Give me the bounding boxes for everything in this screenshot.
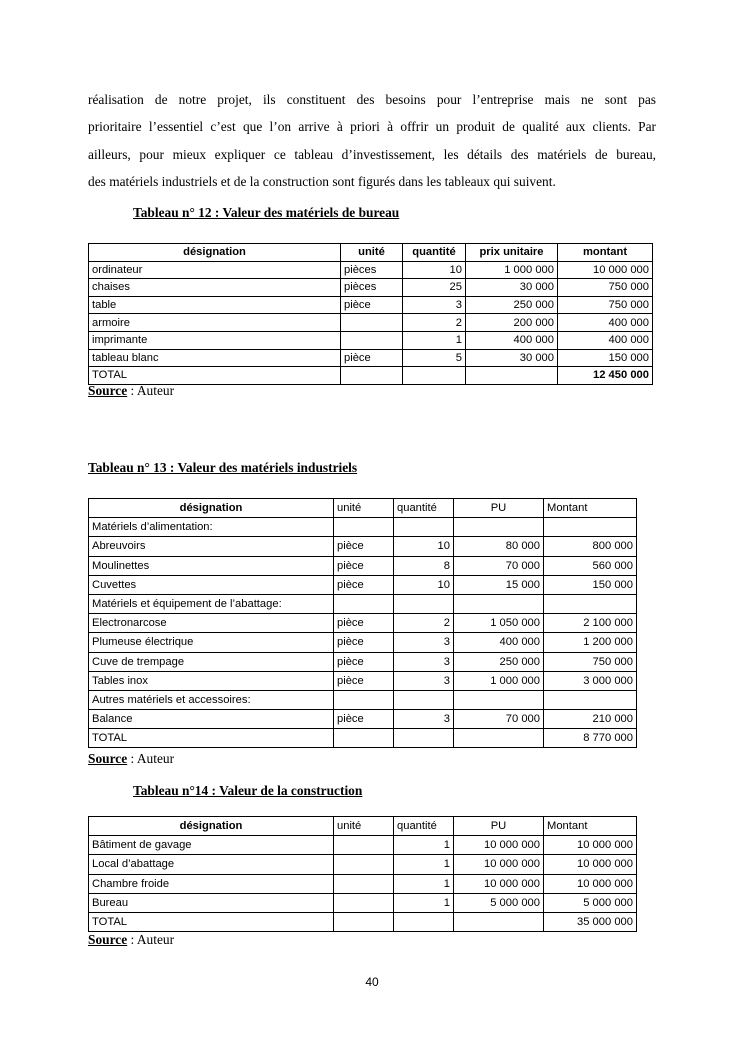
table-header-row: [89, 499, 637, 518]
table-cell: 250 000: [466, 296, 558, 314]
table-row: [89, 518, 637, 537]
table-cell: 400 000: [466, 331, 558, 349]
page-number: 40: [365, 975, 379, 989]
table-cell: [334, 912, 394, 931]
table-cell: 3: [403, 296, 466, 314]
column-header: quantité: [394, 499, 454, 518]
table-header-row: [89, 244, 653, 262]
table-cell: 1: [394, 893, 454, 912]
table-cell: [341, 331, 403, 349]
table14-caption: Tableau n°14 : Valeur de la construction: [133, 783, 363, 798]
table-cell: 5 000 000: [454, 893, 544, 912]
table-cell: 8 770 000: [544, 729, 637, 748]
table-cell: chaises: [89, 279, 341, 297]
table-cell: 10: [394, 575, 454, 594]
table-cell: 3: [394, 633, 454, 652]
table13-industrial-equipment: [88, 498, 637, 748]
table-cell: TOTAL: [89, 729, 334, 748]
table-cell: 25: [403, 279, 466, 297]
table-row: [89, 893, 637, 912]
table-cell: 10 000 000: [454, 836, 544, 855]
table-cell: 10: [403, 261, 466, 279]
table-cell: 30 000: [466, 279, 558, 297]
table-cell: [334, 690, 394, 709]
column-header: prix unitaire: [466, 244, 558, 262]
table-cell: tableau blanc: [89, 349, 341, 367]
table-cell: Electronarcose: [89, 614, 334, 633]
source-label: Source: [88, 932, 128, 947]
table-cell: [394, 594, 454, 613]
table-cell: [394, 912, 454, 931]
column-header: unité: [334, 817, 394, 836]
table-cell: 70 000: [454, 556, 544, 575]
table-cell: Cuve de trempage: [89, 652, 334, 671]
table13-source: [88, 751, 174, 767]
table-cell: 30 000: [466, 349, 558, 367]
column-header: unité: [341, 244, 403, 262]
table-cell: [394, 690, 454, 709]
table-cell: Matériels d’alimentation:: [89, 518, 334, 537]
table-row: [89, 836, 637, 855]
table-cell: 210 000: [544, 710, 637, 729]
table-cell: 3: [394, 710, 454, 729]
table-cell: 750 000: [544, 652, 637, 671]
table-cell: pièce: [334, 614, 394, 633]
table-row: [89, 855, 637, 874]
table-cell: [454, 690, 544, 709]
table-cell: pièce: [334, 633, 394, 652]
table-cell: [334, 893, 394, 912]
table-cell: 8: [394, 556, 454, 575]
table-cell: Autres matériels et accessoires:: [89, 690, 334, 709]
table-cell: imprimante: [89, 331, 341, 349]
paragraph-line: ailleurs, pour mieux expliquer ce tableau d’investissement, les détails des matériels de bureau,: [88, 146, 656, 162]
table12-office-equipment: [88, 243, 653, 385]
body-paragraph: [88, 86, 656, 195]
table-row: [89, 912, 637, 931]
table-row: [89, 349, 653, 367]
table12-caption: Tableau n° 12 : Valeur des matériels de bureau: [133, 205, 400, 220]
table-cell: [544, 690, 637, 709]
table13-caption: Tableau n° 13 : Valeur des matériels industriels: [88, 460, 358, 475]
table-cell: [334, 836, 394, 855]
column-header: quantité: [394, 817, 454, 836]
table-cell: [466, 367, 558, 385]
table-cell: pièces: [341, 261, 403, 279]
table-row: [89, 537, 637, 556]
table-cell: [341, 367, 403, 385]
table-cell: TOTAL: [89, 912, 334, 931]
table-row: [89, 594, 637, 613]
table-header-row: [89, 817, 637, 836]
table-cell: Tables inox: [89, 671, 334, 690]
table-cell: TOTAL: [89, 367, 341, 385]
table-row: [89, 874, 637, 893]
table-cell: 1 050 000: [454, 614, 544, 633]
table-cell: [394, 518, 454, 537]
table14-source: [88, 932, 174, 948]
table-cell: Matériels et équipement de l’abattage:: [89, 594, 334, 613]
source-label: Source: [88, 751, 128, 766]
table-cell: pièce: [341, 349, 403, 367]
table-cell: 800 000: [544, 537, 637, 556]
table-cell: 400 000: [558, 331, 653, 349]
table-cell: [544, 594, 637, 613]
table-row: [89, 296, 653, 314]
table-cell: pièce: [334, 556, 394, 575]
table-cell: [454, 912, 544, 931]
table-cell: pièce: [341, 296, 403, 314]
table-cell: [334, 518, 394, 537]
source-text: : Auteur: [127, 383, 175, 398]
table-cell: [394, 729, 454, 748]
table-cell: [334, 594, 394, 613]
table-cell: 10 000 000: [454, 874, 544, 893]
table-cell: 560 000: [544, 556, 637, 575]
table-cell: table: [89, 296, 341, 314]
table-row: [89, 690, 637, 709]
table-row: [89, 729, 637, 748]
table-cell: 400 000: [558, 314, 653, 332]
table-cell: 150 000: [558, 349, 653, 367]
table-cell: 400 000: [454, 633, 544, 652]
table-cell: 35 000 000: [544, 912, 637, 931]
table-cell: 10 000 000: [544, 855, 637, 874]
table-cell: [454, 594, 544, 613]
table12-source: [88, 383, 174, 399]
table-cell: ordinateur: [89, 261, 341, 279]
table-cell: 2: [394, 614, 454, 633]
table-cell: 5: [403, 349, 466, 367]
table-cell: 3: [394, 671, 454, 690]
table-cell: pièces: [341, 279, 403, 297]
table-cell: armoire: [89, 314, 341, 332]
table-cell: 70 000: [454, 710, 544, 729]
table-cell: Moulinettes: [89, 556, 334, 575]
paragraph-line: prioritaire l’essentiel c’est que l’on arrive à priori à offrir un produit de qualité aux clients. Par: [88, 119, 656, 135]
table-cell: 2 100 000: [544, 614, 637, 633]
table-row: [89, 331, 653, 349]
table-cell: 200 000: [466, 314, 558, 332]
table-cell: [454, 729, 544, 748]
table-cell: 10 000 000: [454, 855, 544, 874]
table-cell: 1 200 000: [544, 633, 637, 652]
table-cell: 1: [394, 855, 454, 874]
table-cell: 10 000 000: [544, 836, 637, 855]
table-cell: Local d’abattage: [89, 855, 334, 874]
source-text: : Auteur: [127, 932, 175, 947]
table-cell: 3: [394, 652, 454, 671]
table-cell: [341, 314, 403, 332]
table-row: [89, 652, 637, 671]
table-cell: Cuvettes: [89, 575, 334, 594]
source-text: : Auteur: [127, 751, 175, 766]
paragraph-line: des matériels industriels et de la construction sont figurés dans les tableaux qui suivent.: [88, 173, 556, 189]
table-cell: pièce: [334, 652, 394, 671]
table-row: [89, 261, 653, 279]
column-header: désignation: [89, 817, 334, 836]
column-header: Montant: [544, 817, 637, 836]
table-cell: 12 450 000: [558, 367, 653, 385]
table-cell: 80 000: [454, 537, 544, 556]
table-cell: 2: [403, 314, 466, 332]
column-header: Montant: [544, 499, 637, 518]
table-row: [89, 556, 637, 575]
table-cell: 1: [403, 331, 466, 349]
table-cell: Chambre froide: [89, 874, 334, 893]
table-cell: 750 000: [558, 296, 653, 314]
table-row: [89, 614, 637, 633]
table-cell: Bureau: [89, 893, 334, 912]
column-header: unité: [334, 499, 394, 518]
table-row: [89, 710, 637, 729]
table-cell: 1: [394, 874, 454, 893]
table-cell: 1: [394, 836, 454, 855]
paragraph-line: réalisation de notre projet, ils constituent des besoins pour l’entreprise mais ne sont pas: [88, 92, 656, 107]
table-row: [89, 279, 653, 297]
column-header: montant: [558, 244, 653, 262]
table-cell: 150 000: [544, 575, 637, 594]
table-cell: 1 000 000: [466, 261, 558, 279]
table-cell: 5 000 000: [544, 893, 637, 912]
table-cell: [334, 874, 394, 893]
table-cell: Abreuvoirs: [89, 537, 334, 556]
table-cell: 3 000 000: [544, 671, 637, 690]
table-cell: 10: [394, 537, 454, 556]
column-header: PU: [454, 499, 544, 518]
table-cell: 1 000 000: [454, 671, 544, 690]
table-cell: [334, 855, 394, 874]
table-row: [89, 671, 637, 690]
table14-construction: [88, 816, 637, 932]
table-cell: 10 000 000: [544, 874, 637, 893]
table-cell: [454, 518, 544, 537]
table-cell: [403, 367, 466, 385]
source-label: Source: [88, 383, 128, 398]
table-row: [89, 367, 653, 385]
table-cell: Balance: [89, 710, 334, 729]
column-header: PU: [454, 817, 544, 836]
column-header: désignation: [89, 244, 341, 262]
table-cell: Bâtiment de gavage: [89, 836, 334, 855]
table-cell: 15 000: [454, 575, 544, 594]
column-header: désignation: [89, 499, 334, 518]
table-row: [89, 575, 637, 594]
column-header: quantité: [403, 244, 466, 262]
table-row: [89, 633, 637, 652]
table-cell: pièce: [334, 537, 394, 556]
table-cell: [334, 729, 394, 748]
table-cell: pièce: [334, 710, 394, 729]
table-row: [89, 314, 653, 332]
table-cell: Plumeuse électrique: [89, 633, 334, 652]
table-cell: 250 000: [454, 652, 544, 671]
table-cell: 10 000 000: [558, 261, 653, 279]
table-cell: 750 000: [558, 279, 653, 297]
table-cell: pièce: [334, 575, 394, 594]
table-cell: [544, 518, 637, 537]
table-cell: pièce: [334, 671, 394, 690]
